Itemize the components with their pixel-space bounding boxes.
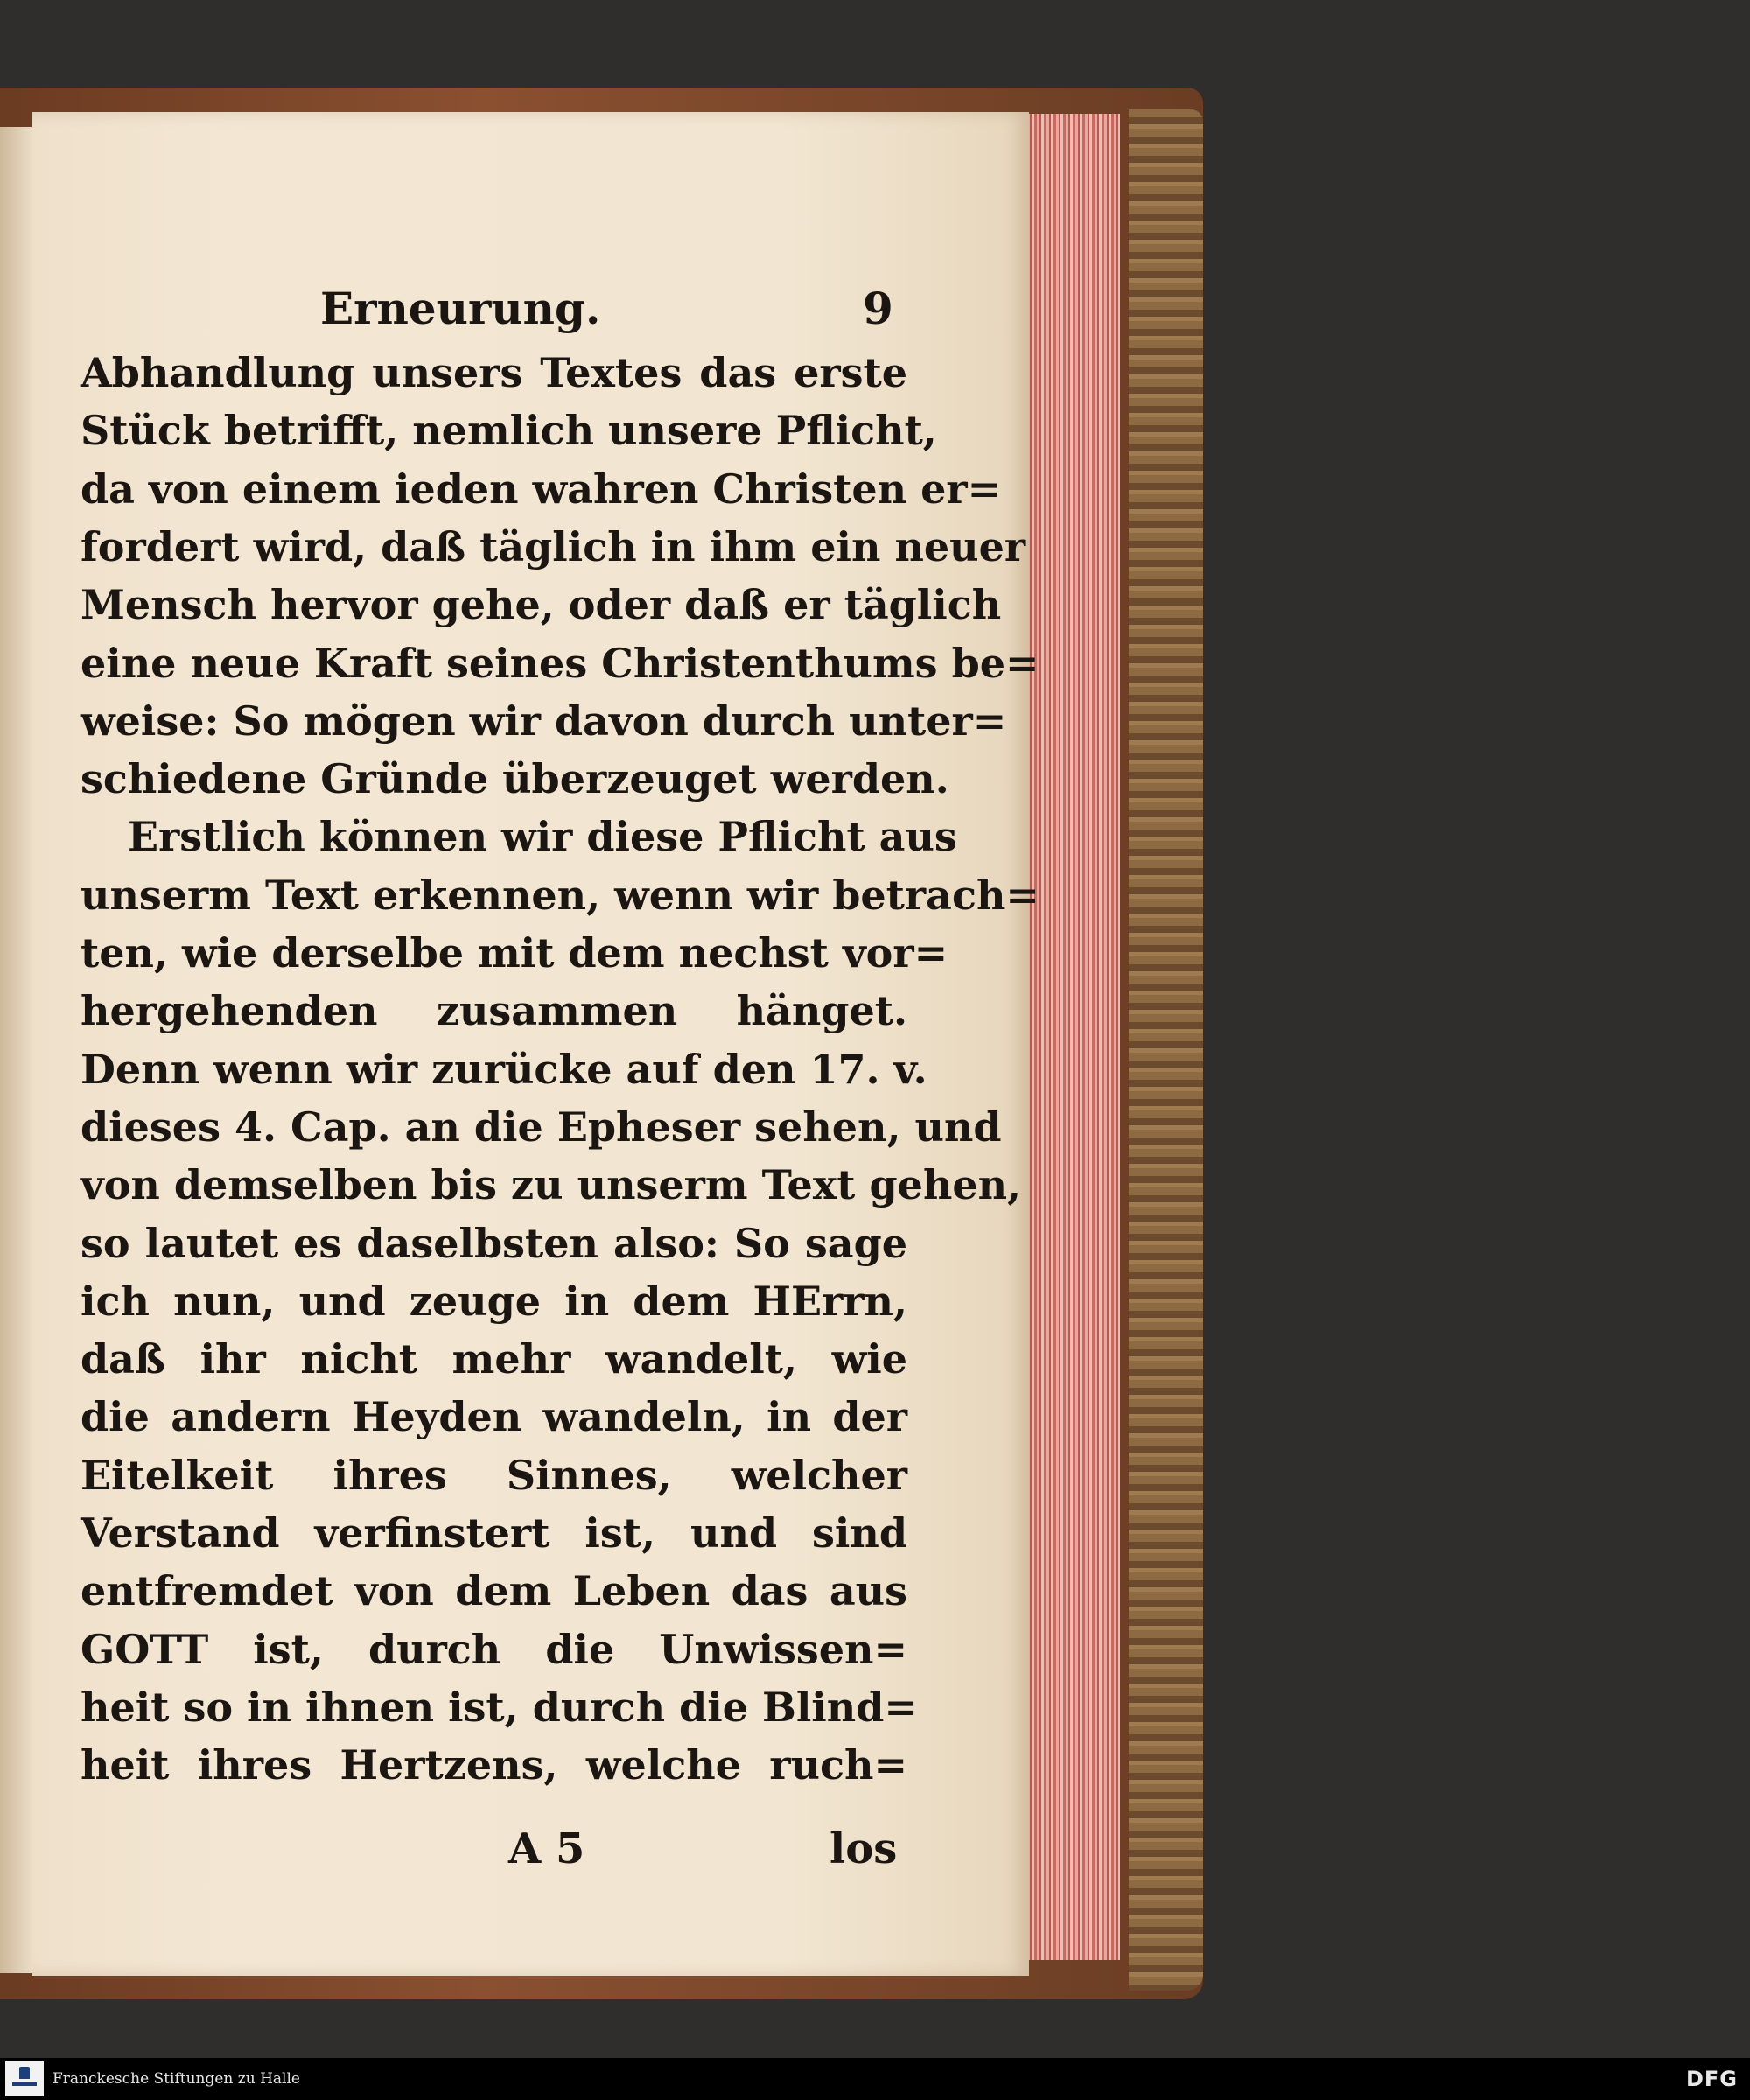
text-line: hergehenden zusammen hänget. bbox=[80, 987, 907, 1034]
text-line: Denn wenn wir zurücke auf den 17. v. bbox=[80, 1046, 928, 1093]
text-line: ich nun, und zeuge in dem HErrn, bbox=[80, 1278, 907, 1325]
institution-name: Franckesche Stiftungen zu Halle bbox=[52, 2070, 300, 2088]
text-line: Abhandlung unsers Textes das erste bbox=[80, 349, 907, 396]
text-line: ten, wie derselbe mit dem nechst vor= bbox=[80, 929, 948, 976]
text-line: Verstand verfinstert ist, und sind bbox=[80, 1509, 907, 1557]
page-number: 9 bbox=[863, 283, 893, 334]
catchword: los bbox=[830, 1824, 898, 1873]
text-line: eine neue Kraft seines Christenthums be= bbox=[80, 640, 1040, 687]
institution-logo bbox=[5, 2062, 44, 2096]
page-fore-edge bbox=[1015, 114, 1120, 1960]
text-line: GOTT ist, durch die Unwissen= bbox=[80, 1626, 907, 1673]
text-line: dieses 4. Cap. an die Epheser sehen, und bbox=[80, 1103, 1002, 1151]
facing-page-edge bbox=[0, 127, 32, 1973]
text-line: schiedene Gründe überzeuget werden. bbox=[80, 755, 949, 802]
text-line: unserm Text erkennen, wenn wir betrach= bbox=[80, 872, 1040, 919]
text-line: so lautet es daselbsten also: So sage bbox=[80, 1220, 907, 1267]
book-binding-edge bbox=[1129, 109, 1203, 1991]
text-line: von demselben bis zu unserm Text gehen, bbox=[80, 1161, 1022, 1208]
institution-logo-base bbox=[12, 2082, 37, 2086]
text-line: Mensch hervor gehe, oder daß er täglich bbox=[80, 581, 1002, 628]
text-line: fordert wird, daß täglich in ihm ein neuer bbox=[80, 523, 1026, 570]
text-line: weise: So mögen wir davon durch unter= bbox=[80, 697, 1007, 745]
signature-mark: A 5 bbox=[508, 1824, 585, 1873]
text-line: entfremdet von dem Leben das aus bbox=[80, 1567, 907, 1614]
text-line: Eitelkeit ihres Sinnes, welcher bbox=[80, 1452, 907, 1499]
viewer-footer bbox=[0, 2058, 1750, 2100]
text-line: heit so in ihnen ist, durch die Blind= bbox=[80, 1684, 918, 1731]
text-line: da von einem ieden wahren Christen er= bbox=[80, 466, 1002, 513]
running-head: Erneurung. bbox=[320, 283, 601, 334]
text-line: Erstlich können wir diese Pflicht aus bbox=[128, 813, 957, 860]
text-line: die andern Heyden wandeln, in der bbox=[80, 1393, 907, 1440]
text-line: daß ihr nicht mehr wandelt, wie bbox=[80, 1335, 907, 1382]
book-page bbox=[32, 112, 1040, 1976]
text-line: Stück betrifft, nemlich unsere Pflicht, bbox=[80, 407, 937, 454]
text-line: heit ihres Hertzens, welche ruch= bbox=[80, 1741, 907, 1788]
dfg-logo: DFG bbox=[1685, 2067, 1738, 2091]
institution-logo-mark bbox=[19, 2067, 30, 2079]
